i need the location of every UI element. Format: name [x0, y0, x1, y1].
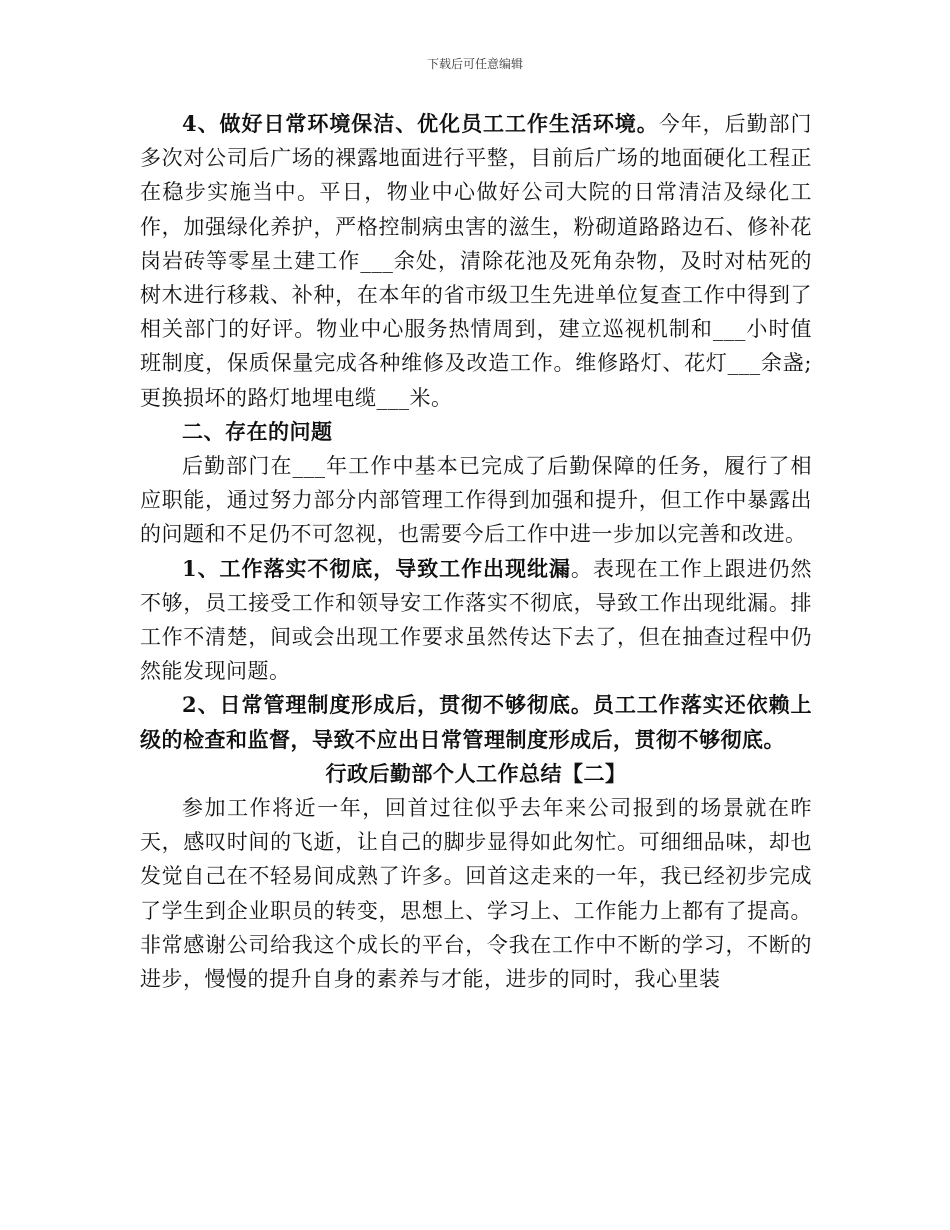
- paragraph-environment: [140, 107, 812, 415]
- paragraph-problem-1-body: 。表现在工作上跟进仍然不够，员工接受工作和领导安工作落实不彻底，导致工作出现纰漏。排工作不清楚，间或会出现工作要求虽然传达下去了，但在抽查过程中仍然能发现问题。: [140, 556, 812, 684]
- paragraph-summary-intro: 参加工作将近一年，回首过往似乎去年来公司报到的场景就在昨天，感叹时间的飞逝，让自己的脚步显得如此匆忙。可细细品味，却也发觉自己在不轻易间成熟了许多。回首这走来的一年，我已经初步完成了学生到企业职员的转变，思想上、学习上、工作能力上都有了提高。非常感谢公司给我这个成长的平台，令我在工作中不断的学习，不断的进步，慢慢的提升自身的素养与才能，进步的同时，我心里装: [140, 796, 812, 992]
- document-section-title: 行政后勤部个人工作总结【二】: [325, 760, 627, 786]
- paragraph-problem-1: [140, 552, 812, 689]
- paragraph-environment-lead: 4、做好日常环境保洁、优化员工工作生活环境。: [182, 111, 659, 136]
- document-body: [140, 107, 812, 996]
- paragraph-environment-body: 今年，后勤部门多次对公司后广场的裸露地面进行平整，目前后广场的地面硬化工程正在稳步实施当中。平日，物业中心做好公司大院的日常清洁及绿化工作，加强绿化养护，严格控制病虫害的滋生，粉砌道路路边石、修补花岗岩砖等零星土建工作___余处，清除花池及死角杂物，及时对枯死的树木进行移栽、补种，在本年的省市级卫生先进单位复查工作中得到了相关部门的好评。物业中心服务热情周到，建立巡视机制和___小时值班制度，保质保量完成各种维修及改造工作。维修路灯、花灯___余盏;更换损坏的路灯地埋电缆___米。: [140, 112, 812, 410]
- paragraph-problems-intro: 后勤部门在___年工作中基本已完成了后勤保障的任务，履行了相应职能，通过努力部分内部管理工作得到加强和提升，但工作中暴露出的问题和不足仍不可忽视，也需要今后工作中进一步加以完善和改进。: [140, 454, 812, 547]
- paragraph-problem-1-lead: 1、工作落实不彻底，导致工作出现纰漏: [182, 555, 571, 581]
- paragraph-problem-2: 2、日常管理制度形成后，贯彻不够彻底。员工工作落实还依赖上级的检查和监督，导致不应出日常管理制度形成后，贯彻不够彻底。: [140, 692, 812, 752]
- section-heading-problems: 二、存在的问题: [182, 418, 333, 444]
- page-header-note: 下载后可任意编辑: [426, 57, 523, 71]
